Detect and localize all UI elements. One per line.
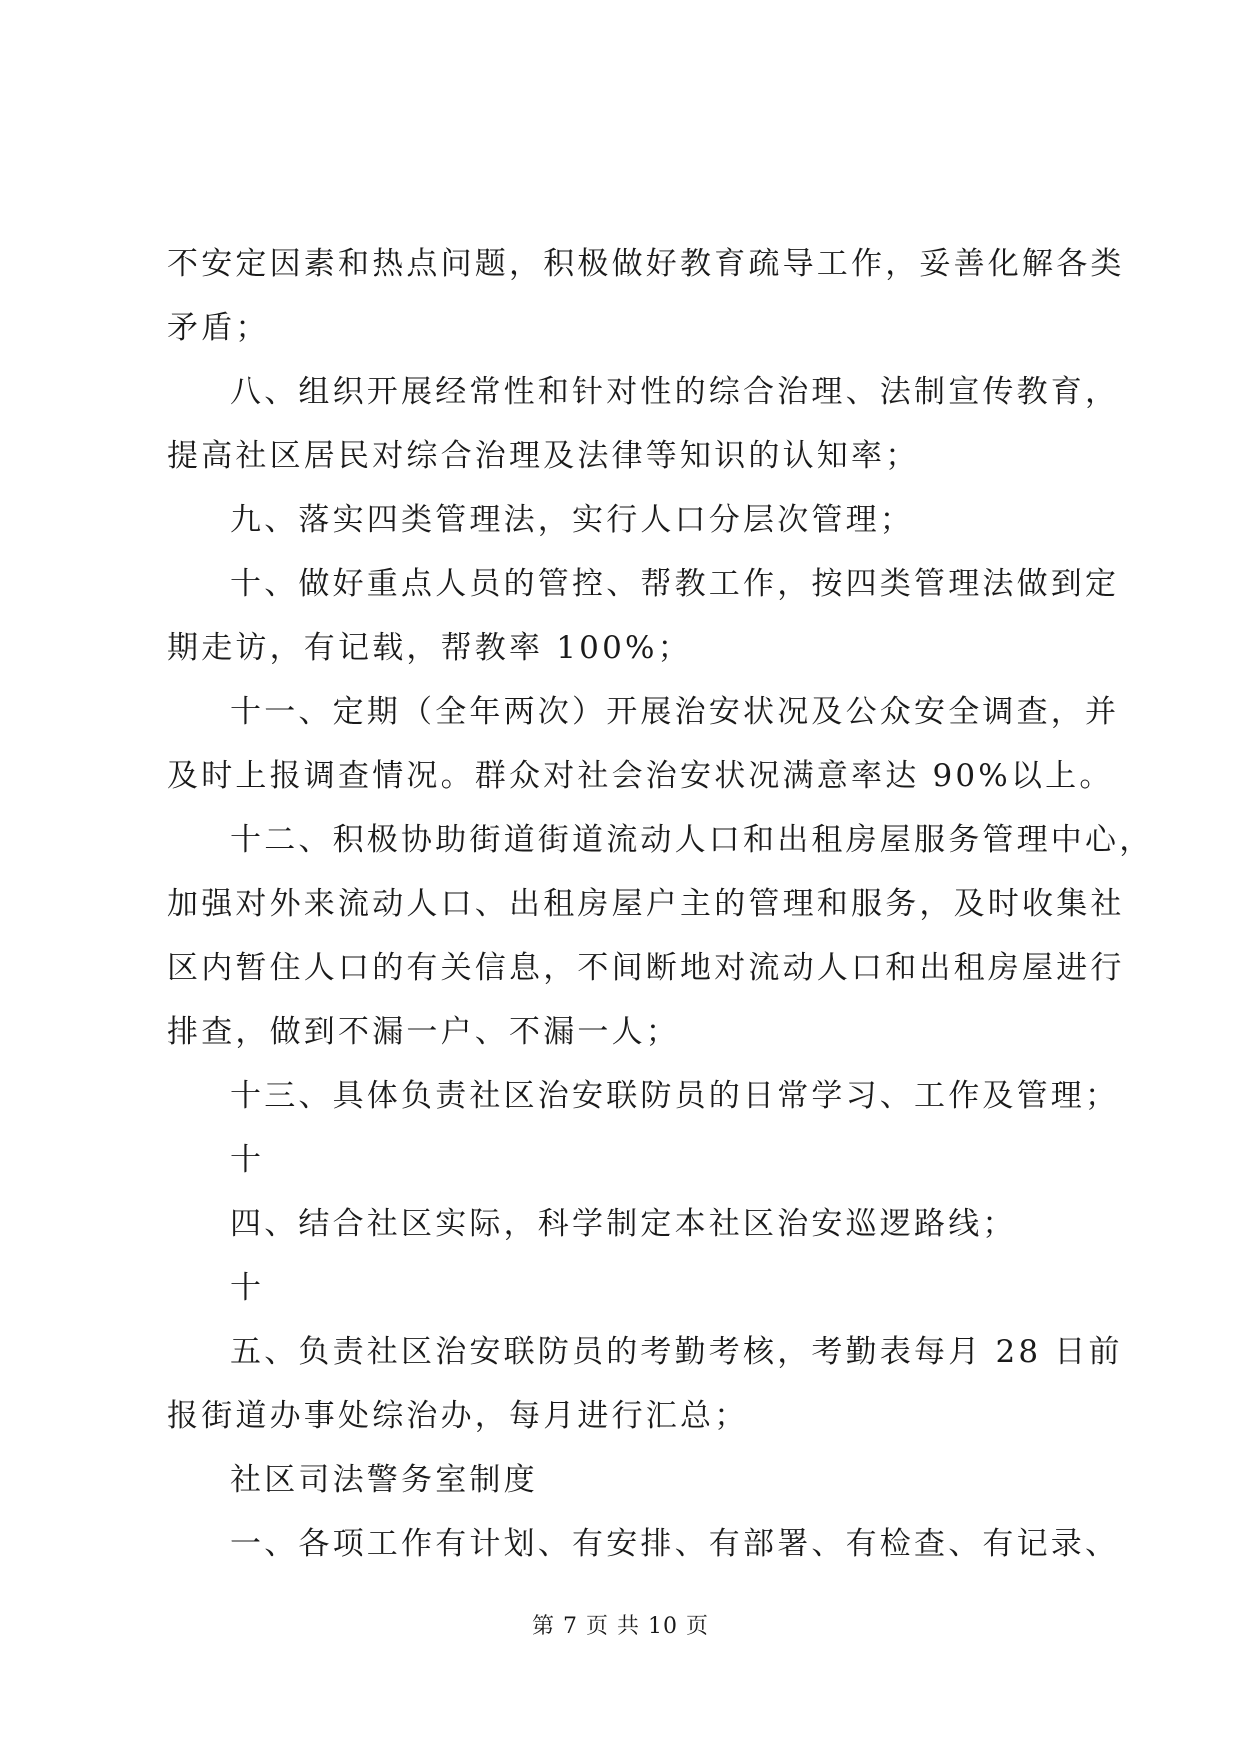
text-line: 矛盾； [167,310,270,346]
text-line: 一、各项工作有计划、有安排、有部署、有检查、有记录、 [230,1526,1120,1562]
text-line: 十 [230,1270,265,1306]
section-heading: 社区司法警务室制度 [230,1462,538,1498]
text-line: 十、做好重点人员的管控、帮教工作，按四类管理法做到定 [230,566,1120,602]
text-line: 四、结合社区实际，科学制定本社区治安巡逻路线； [230,1206,1017,1242]
text-line: 区内暂住人口的有关信息，不间断地对流动人口和出租房屋进行 [167,950,1125,986]
text-line: 加强对外来流动人口、出租房屋户主的管理和服务，及时收集社 [167,886,1125,922]
text-line: 不安定因素和热点问题，积极做好教育疏导工作，妥善化解各类 [167,246,1125,282]
text-line: 报街道办事处综治办，每月进行汇总； [167,1398,749,1434]
text-line: 八、组织开展经常性和针对性的综合治理、法制宣传教育， [230,374,1120,410]
text-line: 十 [230,1142,265,1178]
text-line: 期走访，有记载，帮教率 100%； [167,630,692,666]
text-line: 九、落实四类管理法，实行人口分层次管理； [230,502,914,538]
document-body [167,232,1154,1576]
text-line: 及时上报调查情况。群众对社会治安状况满意率达 90%以上。 [167,758,1114,794]
text-line: 提高社区居民对综合治理及法律等知识的认知率； [167,438,920,474]
text-line: 五、负责社区治安联防员的考勤考核，考勤表每月 28 日前 [230,1334,1123,1370]
text-line: 十三、具体负责社区治安联防员的日常学习、工作及管理； [230,1078,1120,1114]
text-line: 排查，做到不漏一户、不漏一人； [167,1014,680,1050]
page-number-footer: 第 7 页 共 10 页 [532,1614,709,1639]
text-line: 十一、定期（全年两次）开展治安状况及公众安全调查，并 [230,694,1120,730]
text-line: 十二、积极协助街道街道流动人口和出租房屋服务管理中心， [230,822,1154,858]
